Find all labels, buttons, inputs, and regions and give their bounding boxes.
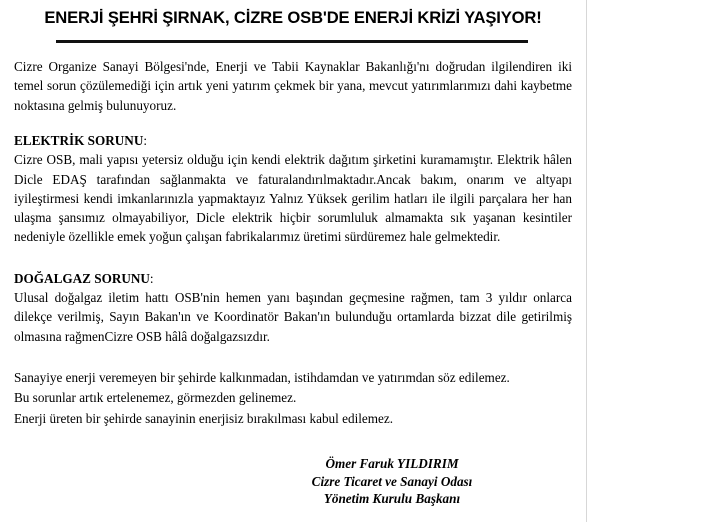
section-heading-dogalgaz-colon: : bbox=[149, 270, 154, 286]
section-heading-elektrik-colon: : bbox=[143, 132, 148, 148]
signature-name: Ömer Faruk YILDIRIM bbox=[325, 456, 459, 472]
section-heading-dogalgaz-label: DOĞALGAZ SORUNU bbox=[14, 270, 150, 286]
section-body-dogalgaz: Ulusal doğalgaz iletim hattı OSB'nin hemen yanı başından geçmesine rağmen, tam 3 yıldır onlarca dilekçe verilmiş, Sayın Bakan'ın ve Koordinatör Bakan'ın bulunduğu ortamlarda bizzat dile getirilmiş olmasına rağmenCizre OSB hâlâ doğalgazsızdır. bbox=[14, 290, 572, 344]
intro-paragraph: Cizre Organize Sanayi Bölgesi'nde, Enerji ve Tabii Kaynaklar Bakanlığı'nı doğrudan ilgilendiren iki temel sorun çözülemediği için artık yeni yatırım çekmek bir yana, mevcut yatırımlarımızı dahi kaybetme noktasına gelmiş bulunuyoruz. bbox=[14, 59, 572, 113]
signature-organization: Cizre Ticaret ve Sanayi Odası bbox=[311, 473, 473, 489]
spacer bbox=[14, 346, 572, 368]
section-heading-elektrik-label: ELEKTRİK SORUNU bbox=[14, 132, 144, 148]
spacer bbox=[14, 247, 572, 269]
section-heading-dogalgaz bbox=[14, 269, 572, 288]
spacer bbox=[14, 115, 572, 131]
signature-block bbox=[14, 455, 572, 508]
section-body-elektrik: Cizre OSB, mali yapısı yetersiz olduğu için kendi elektrik dağıtım şirketini kuramamıştır. Elektrik hâlen Dicle EDAŞ tarafından sağlanmakta ve faturalandırılmaktadır.Ancak bakım, onarım ve altyapı iyileştirmesi kendi imkanlarınızla yapmaktayız Yalnız Yüksek gerilim hatları ile ilgili parçalara her han ulaşma şansımız olmayabiliyor, Dicle elektrik hiçbir sorumluluk almamakta sık yaşanan kesintiler nedeniyle özellikle emek yoğun çalışan fabrikalarımız üretimi sürdüremez hale gelmektedir. bbox=[14, 152, 572, 245]
signature-role: Yönetim Kurulu Başkanı bbox=[323, 491, 461, 507]
page-title: ENERJİ ŞEHRİ ŞIRNAK, CİZRE OSB'DE ENERJİ KRİZİ YAŞIYOR! bbox=[44, 8, 542, 27]
closing-line-2: Bu sorunlar artık ertelenemez, görmezden gelinemez. bbox=[14, 390, 297, 406]
closing-statements bbox=[14, 368, 572, 430]
closing-line-1: Sanayiye enerji veremeyen bir şehirde kalkınmadan, istihdamdan ve yatırımdan söz edilemez. bbox=[14, 369, 510, 385]
closing-line-3: Enerji üreten bir şehirde sanayinin enerjisiz bırakılması kabul edilemez. bbox=[14, 410, 394, 426]
document-body bbox=[14, 57, 572, 508]
section-heading-elektrik bbox=[14, 131, 572, 150]
title-divider bbox=[56, 40, 528, 43]
page-gutter bbox=[587, 0, 702, 522]
